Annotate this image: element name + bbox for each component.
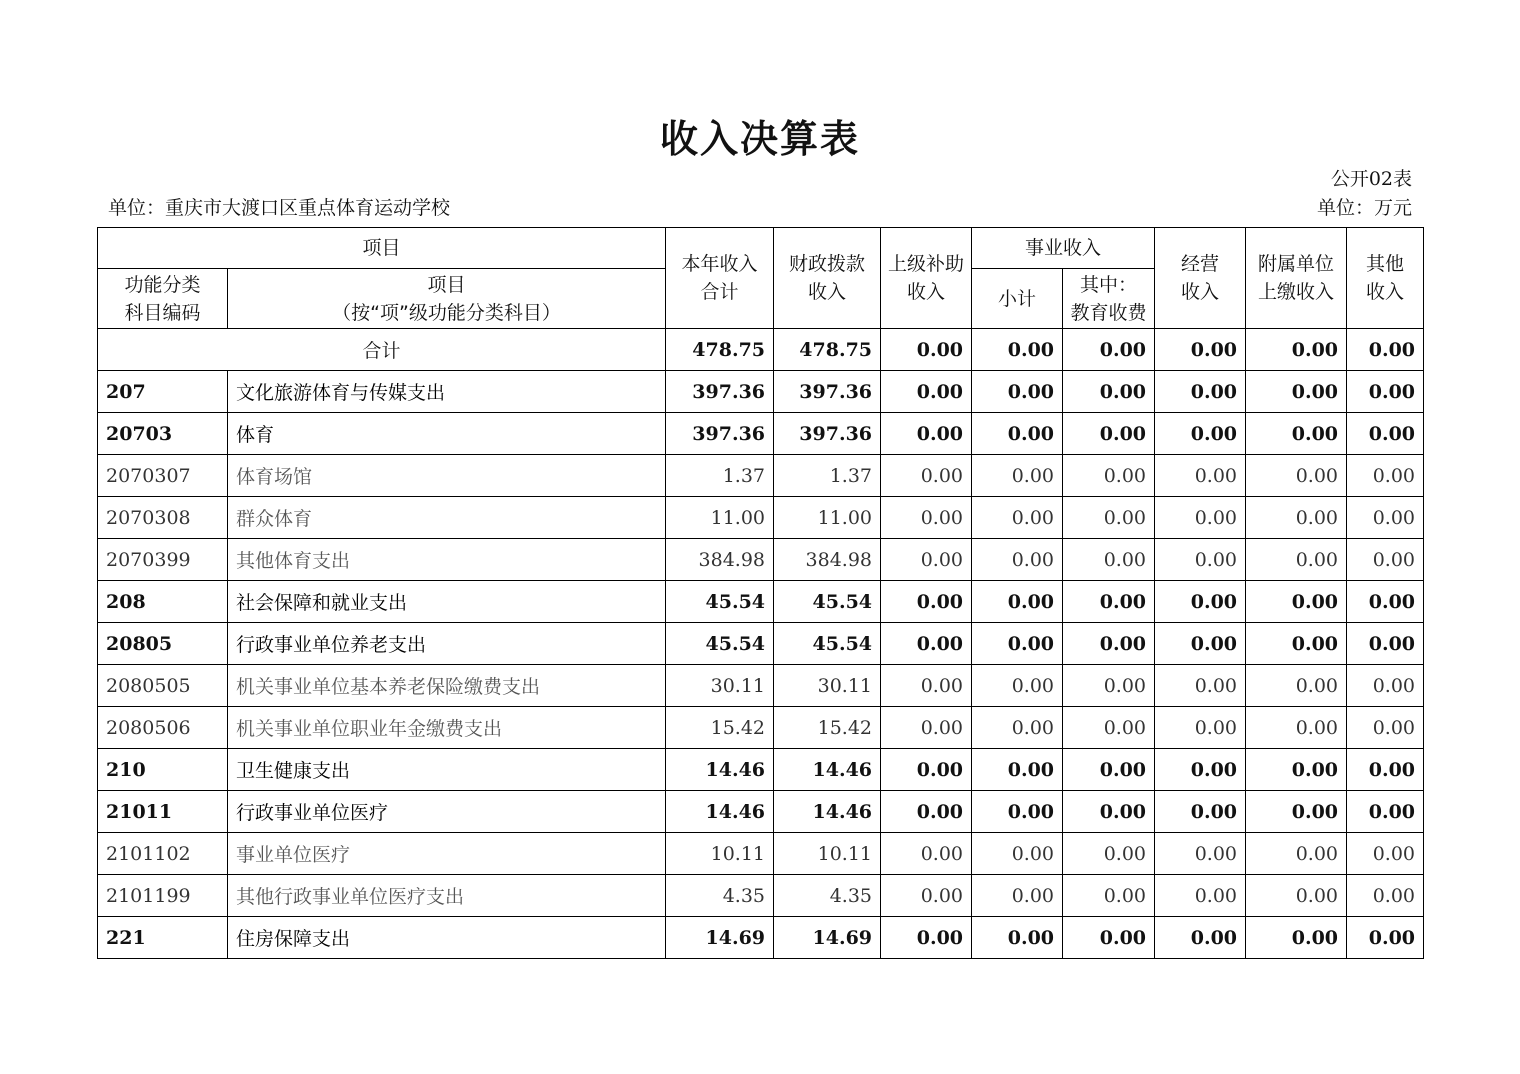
row-value: 0.00 bbox=[1063, 413, 1155, 455]
header-career: 事业收入 bbox=[972, 228, 1155, 269]
row-name: 行政事业单位医疗 bbox=[228, 791, 666, 833]
row-value: 0.00 bbox=[1063, 623, 1155, 665]
row-value: 0.00 bbox=[1246, 917, 1347, 959]
row-code: 208 bbox=[98, 581, 228, 623]
currency-unit: 单位：万元 bbox=[1316, 197, 1412, 219]
table-row bbox=[98, 833, 1424, 875]
row-value: 0.00 bbox=[881, 749, 972, 791]
total-value: 0.00 bbox=[1155, 329, 1246, 371]
row-value: 0.00 bbox=[972, 539, 1063, 581]
row-code: 20805 bbox=[98, 623, 228, 665]
row-value: 4.35 bbox=[666, 875, 774, 917]
row-value: 0.00 bbox=[1155, 497, 1246, 539]
row-name: 社会保障和就业支出 bbox=[228, 581, 666, 623]
row-code: 2101199 bbox=[98, 875, 228, 917]
row-value: 45.54 bbox=[774, 623, 881, 665]
row-value: 0.00 bbox=[1155, 581, 1246, 623]
row-code: 2080505 bbox=[98, 665, 228, 707]
income-statement-table bbox=[97, 227, 1424, 959]
row-value: 15.42 bbox=[666, 707, 774, 749]
row-value: 0.00 bbox=[881, 917, 972, 959]
total-value: 0.00 bbox=[1347, 329, 1424, 371]
header-project: 项目 bbox=[98, 228, 666, 269]
header-code: 功能分类 科目编码 bbox=[98, 269, 228, 329]
row-value: 0.00 bbox=[972, 371, 1063, 413]
row-value: 0.00 bbox=[1155, 623, 1246, 665]
row-value: 0.00 bbox=[1063, 791, 1155, 833]
row-value: 4.35 bbox=[774, 875, 881, 917]
row-value: 0.00 bbox=[881, 581, 972, 623]
row-name: 机关事业单位职业年金缴费支出 bbox=[228, 707, 666, 749]
row-value: 0.00 bbox=[881, 833, 972, 875]
row-value: 0.00 bbox=[972, 665, 1063, 707]
row-value: 14.46 bbox=[774, 791, 881, 833]
row-value: 0.00 bbox=[1155, 917, 1246, 959]
row-name: 其他体育支出 bbox=[228, 539, 666, 581]
row-value: 0.00 bbox=[1347, 371, 1424, 413]
row-value: 0.00 bbox=[1347, 707, 1424, 749]
row-value: 0.00 bbox=[1063, 455, 1155, 497]
row-value: 0.00 bbox=[972, 917, 1063, 959]
row-value: 0.00 bbox=[972, 707, 1063, 749]
row-value: 0.00 bbox=[1246, 665, 1347, 707]
total-value: 478.75 bbox=[774, 329, 881, 371]
header-fiscal: 财政拨款 收入 bbox=[774, 228, 881, 329]
table-row bbox=[98, 539, 1424, 581]
row-value: 0.00 bbox=[1063, 371, 1155, 413]
row-value: 0.00 bbox=[1155, 749, 1246, 791]
row-value: 0.00 bbox=[881, 413, 972, 455]
header-operating: 经营 收入 bbox=[1155, 228, 1246, 329]
row-value: 0.00 bbox=[881, 539, 972, 581]
row-value: 0.00 bbox=[1347, 455, 1424, 497]
row-value: 0.00 bbox=[1246, 833, 1347, 875]
row-value: 0.00 bbox=[1347, 413, 1424, 455]
row-value: 384.98 bbox=[666, 539, 774, 581]
table-row bbox=[98, 665, 1424, 707]
row-value: 45.54 bbox=[774, 581, 881, 623]
row-value: 45.54 bbox=[666, 623, 774, 665]
row-value: 30.11 bbox=[774, 665, 881, 707]
row-value: 0.00 bbox=[1246, 623, 1347, 665]
table-row bbox=[98, 581, 1424, 623]
total-label: 合计 bbox=[98, 329, 666, 371]
row-value: 0.00 bbox=[1155, 707, 1246, 749]
row-value: 0.00 bbox=[972, 455, 1063, 497]
row-value: 0.00 bbox=[1063, 917, 1155, 959]
row-value: 0.00 bbox=[1246, 875, 1347, 917]
table-row bbox=[98, 707, 1424, 749]
row-name: 其他行政事业单位医疗支出 bbox=[228, 875, 666, 917]
row-value: 0.00 bbox=[972, 497, 1063, 539]
row-value: 0.00 bbox=[1063, 581, 1155, 623]
total-value: 0.00 bbox=[1246, 329, 1347, 371]
row-value: 0.00 bbox=[972, 875, 1063, 917]
row-value: 384.98 bbox=[774, 539, 881, 581]
header-other: 其他 收入 bbox=[1347, 228, 1424, 329]
row-code: 221 bbox=[98, 917, 228, 959]
row-value: 0.00 bbox=[1246, 791, 1347, 833]
row-value: 1.37 bbox=[666, 455, 774, 497]
row-value: 45.54 bbox=[666, 581, 774, 623]
row-value: 14.46 bbox=[774, 749, 881, 791]
row-value: 0.00 bbox=[881, 371, 972, 413]
total-value: 0.00 bbox=[972, 329, 1063, 371]
row-value: 0.00 bbox=[1246, 707, 1347, 749]
row-value: 0.00 bbox=[1246, 413, 1347, 455]
row-value: 0.00 bbox=[1063, 539, 1155, 581]
form-number: 公开02表 bbox=[1330, 168, 1412, 190]
row-value: 0.00 bbox=[1063, 833, 1155, 875]
row-value: 0.00 bbox=[1155, 413, 1246, 455]
row-value: 1.37 bbox=[774, 455, 881, 497]
row-value: 11.00 bbox=[774, 497, 881, 539]
row-code: 2070399 bbox=[98, 539, 228, 581]
row-name: 住房保障支出 bbox=[228, 917, 666, 959]
row-value: 0.00 bbox=[1155, 665, 1246, 707]
table-row bbox=[98, 497, 1424, 539]
row-value: 0.00 bbox=[1246, 497, 1347, 539]
table-row bbox=[98, 917, 1424, 959]
row-value: 0.00 bbox=[1155, 791, 1246, 833]
row-value: 0.00 bbox=[1347, 497, 1424, 539]
table-row bbox=[98, 623, 1424, 665]
table-row bbox=[98, 371, 1424, 413]
page-title: 收入决算表 bbox=[659, 117, 860, 161]
row-value: 0.00 bbox=[1246, 371, 1347, 413]
row-code: 207 bbox=[98, 371, 228, 413]
header-superior: 上级补助 收入 bbox=[881, 228, 972, 329]
row-value: 0.00 bbox=[881, 791, 972, 833]
row-value: 0.00 bbox=[1347, 833, 1424, 875]
row-value: 397.36 bbox=[774, 413, 881, 455]
row-value: 0.00 bbox=[881, 455, 972, 497]
row-value: 0.00 bbox=[881, 875, 972, 917]
row-value: 0.00 bbox=[1246, 455, 1347, 497]
row-value: 11.00 bbox=[666, 497, 774, 539]
row-value: 0.00 bbox=[1155, 539, 1246, 581]
row-value: 0.00 bbox=[972, 581, 1063, 623]
row-value: 0.00 bbox=[881, 497, 972, 539]
row-value: 0.00 bbox=[1246, 581, 1347, 623]
row-value: 0.00 bbox=[972, 791, 1063, 833]
row-value: 0.00 bbox=[1063, 707, 1155, 749]
row-value: 0.00 bbox=[1347, 581, 1424, 623]
row-code: 21011 bbox=[98, 791, 228, 833]
row-name: 机关事业单位基本养老保险缴费支出 bbox=[228, 665, 666, 707]
row-code: 2080506 bbox=[98, 707, 228, 749]
row-value: 0.00 bbox=[972, 413, 1063, 455]
total-value: 0.00 bbox=[881, 329, 972, 371]
row-value: 0.00 bbox=[1155, 833, 1246, 875]
row-value: 0.00 bbox=[972, 623, 1063, 665]
table-row bbox=[98, 413, 1424, 455]
row-value: 0.00 bbox=[1246, 539, 1347, 581]
row-value: 0.00 bbox=[1246, 749, 1347, 791]
row-value: 14.46 bbox=[666, 749, 774, 791]
row-value: 0.00 bbox=[972, 749, 1063, 791]
row-value: 397.36 bbox=[774, 371, 881, 413]
row-value: 0.00 bbox=[1155, 455, 1246, 497]
total-value: 0.00 bbox=[1063, 329, 1155, 371]
row-code: 2101102 bbox=[98, 833, 228, 875]
row-value: 0.00 bbox=[881, 665, 972, 707]
row-name: 体育场馆 bbox=[228, 455, 666, 497]
header-subtotal: 小计 bbox=[972, 269, 1063, 329]
row-code: 2070307 bbox=[98, 455, 228, 497]
row-value: 0.00 bbox=[1155, 875, 1246, 917]
row-value: 30.11 bbox=[666, 665, 774, 707]
row-name: 卫生健康支出 bbox=[228, 749, 666, 791]
row-code: 2070308 bbox=[98, 497, 228, 539]
row-code: 20703 bbox=[98, 413, 228, 455]
row-value: 0.00 bbox=[881, 707, 972, 749]
row-value: 397.36 bbox=[666, 371, 774, 413]
row-value: 0.00 bbox=[1063, 749, 1155, 791]
row-value: 0.00 bbox=[1063, 497, 1155, 539]
table-row bbox=[98, 455, 1424, 497]
row-value: 0.00 bbox=[1347, 749, 1424, 791]
total-value: 478.75 bbox=[666, 329, 774, 371]
row-value: 15.42 bbox=[774, 707, 881, 749]
header-edu-fee: 其中： 教育收费 bbox=[1063, 269, 1155, 329]
row-value: 0.00 bbox=[1347, 791, 1424, 833]
row-value: 14.69 bbox=[666, 917, 774, 959]
row-value: 0.00 bbox=[1347, 875, 1424, 917]
header-affiliated: 附属单位 上缴收入 bbox=[1246, 228, 1347, 329]
row-code: 210 bbox=[98, 749, 228, 791]
row-value: 0.00 bbox=[1347, 623, 1424, 665]
row-name: 文化旅游体育与传媒支出 bbox=[228, 371, 666, 413]
row-name: 体育 bbox=[228, 413, 666, 455]
row-value: 0.00 bbox=[1347, 665, 1424, 707]
table-row bbox=[98, 749, 1424, 791]
row-value: 0.00 bbox=[1063, 875, 1155, 917]
header-total-income: 本年收入 合计 bbox=[666, 228, 774, 329]
row-value: 0.00 bbox=[1063, 665, 1155, 707]
row-value: 10.11 bbox=[774, 833, 881, 875]
table-row bbox=[98, 791, 1424, 833]
row-value: 0.00 bbox=[881, 623, 972, 665]
header-item: 项目 （按“项”级功能分类科目） bbox=[228, 269, 666, 329]
row-value: 0.00 bbox=[1347, 917, 1424, 959]
row-name: 群众体育 bbox=[228, 497, 666, 539]
row-value: 0.00 bbox=[972, 833, 1063, 875]
table-row bbox=[98, 875, 1424, 917]
row-value: 0.00 bbox=[1347, 539, 1424, 581]
row-value: 0.00 bbox=[1155, 371, 1246, 413]
row-value: 14.46 bbox=[666, 791, 774, 833]
row-name: 行政事业单位养老支出 bbox=[228, 623, 666, 665]
row-value: 397.36 bbox=[666, 413, 774, 455]
row-value: 10.11 bbox=[666, 833, 774, 875]
row-value: 14.69 bbox=[774, 917, 881, 959]
organization-unit: 单位：重庆市大渡口区重点体育运动学校 bbox=[108, 197, 451, 219]
total-row bbox=[98, 329, 1424, 371]
row-name: 事业单位医疗 bbox=[228, 833, 666, 875]
